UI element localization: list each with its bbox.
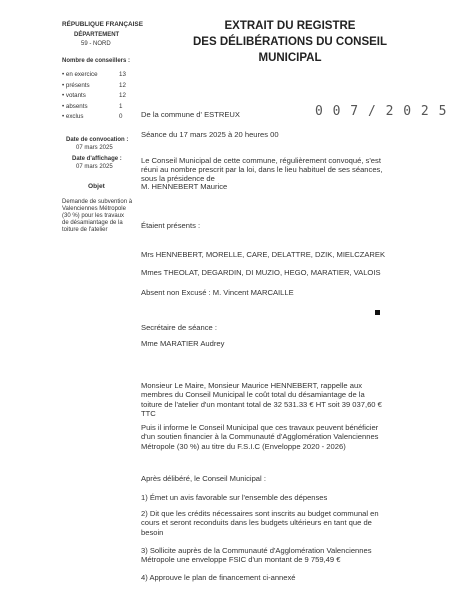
decision-item-2: 2) Dit que les crédits nécessaires sont inscrits au budget communal en cours et seront reconduits dans les budgets ultérieurs en tant que de besoin <box>141 509 379 537</box>
objet-label: Objet <box>88 183 105 190</box>
convocation-date: 07 mars 2025 <box>76 145 113 151</box>
count-label: • votants <box>62 92 86 99</box>
objet-line: de désamiantage de la <box>62 220 123 226</box>
department-label: DÉPARTEMENT <box>74 32 120 38</box>
count-value: 0 <box>119 113 123 120</box>
convocation-label: Date de convocation : <box>66 137 129 143</box>
republic-label: RÉPUBLIQUE FRANÇAISE <box>62 21 143 28</box>
commune-line: De la commune d' ESTREUX <box>141 110 240 119</box>
count-value: 1 <box>119 102 123 110</box>
count-label: • absents <box>62 102 88 110</box>
secretary-label: Secrétaire de séance : <box>141 323 217 332</box>
black-marker-icon <box>375 310 380 315</box>
deliberation-number: 0 0 7 / 2 0 2 5 <box>315 104 448 119</box>
count-value: 12 <box>119 92 126 99</box>
counts-heading: Nombre de conseillers : <box>62 58 131 64</box>
intro-line-2: réuni au nombre prescrit par la loi, dans le lieu habituel de ses séances, <box>141 165 383 174</box>
decision-item-4: 4) Approuve le plan de financement ci-annexé <box>141 573 296 582</box>
objet-line: toiture de l'atelier <box>62 227 108 233</box>
secretary-name: Mme MARATIER Audrey <box>141 339 225 348</box>
affichage-label: Date d'affichage : <box>72 156 122 162</box>
presents-men: Mrs HENNEBERT, MORELLE, CARE, DELATTRE, DZIK, MIELCZAREK <box>141 250 386 259</box>
count-value: 13 <box>119 71 126 78</box>
objet-line: Valenciennes Métropole <box>62 206 126 212</box>
presents-women: Mmes THEOLAT, DEGARDIN, DI MUZIO, HEGO, MARATIER, VALOIS <box>141 268 381 277</box>
title-line-3: MUNICIPAL <box>258 52 322 64</box>
department-value: 59 - NORD <box>81 41 111 47</box>
intro-line-1: Le Conseil Municipal de cette commune, régulièrement convoqué, s'est <box>141 156 381 165</box>
decision-item-3: 3) Sollicite auprès de la Communauté d'Agglomération Valenciennes Métropole une enveloppe FSIC d'un montant de 9 759,49 € <box>141 546 372 565</box>
objet-line: (30 %) pour les travaux <box>62 213 125 219</box>
president-line: M. HENNEBERT Maurice <box>141 182 228 191</box>
affichage-date: 07 mars 2025 <box>76 164 113 170</box>
absent-line: Absent non Excusé : M. Vincent MARCAILLE <box>141 288 294 297</box>
title-line-2: DES DÉLIBÉRATIONS DU CONSEIL <box>192 36 388 48</box>
seance-line: Séance du 17 mars 2025 à 20 heures 00 <box>141 130 279 139</box>
presents-label: Étaient présents : <box>141 221 201 230</box>
count-label: • en exercice <box>62 71 98 78</box>
intro-line-3: sous la présidence de <box>141 174 215 183</box>
title-line-1: EXTRAIT DU REGISTRE <box>224 20 356 32</box>
count-value: 12 <box>119 81 126 89</box>
paragraph-after-deliberation: Après délibéré, le Conseil Municipal : <box>141 474 266 483</box>
count-label: • exclus <box>62 113 84 120</box>
paragraph-recall: Monsieur Le Maire, Monsieur Maurice HENNEBERT, rappelle aux membres du Conseil Municipal le coût total du désamiantage de la toiture de l'atelier d'un montant total de 32 531.33 € HT soit 39 037,60 € TTC <box>141 381 382 419</box>
count-label: • présents <box>62 81 90 89</box>
paragraph-inform: Puis il informe le Conseil Municipal que ces travaux peuvent bénéficier d'un soutien financier à la Communauté d'Agglomération Valenciennes Métropole (30 %) au titre du F.S.I.C (Enveloppe 2020 - 2026) <box>141 423 379 451</box>
objet-line: Demande de subvention à <box>62 199 133 205</box>
decision-item-1: 1) Émet un avis favorable sur l'ensemble des dépenses <box>141 493 328 502</box>
